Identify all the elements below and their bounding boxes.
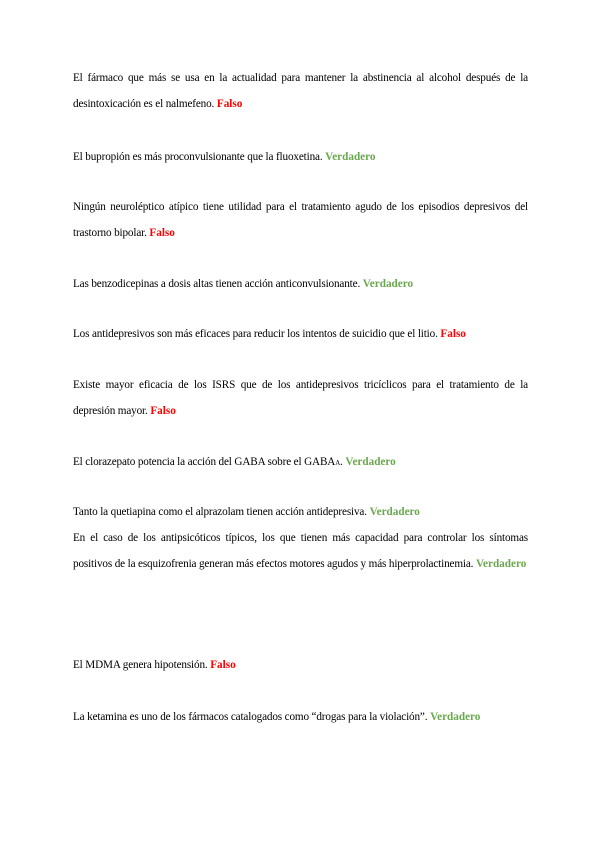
- statement-text: El fármaco que más se usa en la actualidad para mantener la abstinencia al alcohol después de la desintoxicación es el nalmefeno.: [73, 72, 528, 110]
- statement-8: [73, 499, 528, 525]
- answer-true: Verdadero: [475, 558, 527, 570]
- answer-false: Falso: [440, 328, 466, 340]
- statement-3: [73, 194, 528, 246]
- statement-text: El clorazepato potencia la acción del GABA sobre el GABA: [73, 456, 336, 468]
- statement-text: El bupropión es más proconvulsionante que la fluoxetina.: [73, 151, 323, 163]
- statement-11: [73, 704, 528, 730]
- statement-5: [73, 321, 528, 347]
- statement-text: Existe mayor eficacia de los ISRS que de los antidepresivos tricíclicos para el tratamiento de la depresión mayor.: [73, 379, 528, 417]
- statement-text: Los antidepresivos son más eficaces para reducir los intentos de suicidio que el litio.: [73, 328, 438, 340]
- answer-true: Verdadero: [430, 711, 481, 723]
- statement-text: La ketamina es uno de los fármacos catalogados como “drogas para la violación”.: [73, 711, 428, 723]
- statement-4: [73, 271, 528, 297]
- statement-text: Las benzodicepinas a dosis altas tienen acción anticonvulsionante.: [73, 278, 361, 290]
- statement-text: En el caso de los antipsicóticos típicos, los que tienen más capacidad para controlar los síntomas positivos de la esquizofrenia generan más efectos motores agudos y más hiperprolactinemia.: [73, 532, 528, 570]
- statement-10: [73, 652, 528, 678]
- subscript: A: [335, 459, 341, 467]
- answer-true: Verdadero: [325, 151, 376, 163]
- statement-6: [73, 372, 528, 424]
- answer-false: Falso: [210, 659, 236, 671]
- statement-9: [73, 525, 528, 577]
- answer-true: Verdadero: [362, 278, 414, 290]
- statement-text: El MDMA genera hipotensión.: [73, 659, 208, 671]
- statement-end: .: [340, 456, 343, 468]
- statement-text: Tanto la quetiapina como el alprazolam tienen acción antidepresiva.: [73, 506, 367, 518]
- statement-7: [73, 449, 528, 476]
- statement-2: [73, 144, 528, 170]
- answer-false: Falso: [216, 98, 243, 110]
- answer-true: Verdadero: [369, 506, 420, 518]
- statement-text: Ningún neuroléptico atípico tiene utilidad para el tratamiento agudo de los episodios depresivos del trastorno bipolar.: [73, 201, 528, 239]
- answer-true: Verdadero: [345, 456, 396, 468]
- statement-1: [73, 65, 528, 117]
- answer-false: Falso: [149, 227, 175, 239]
- answer-false: Falso: [150, 405, 176, 417]
